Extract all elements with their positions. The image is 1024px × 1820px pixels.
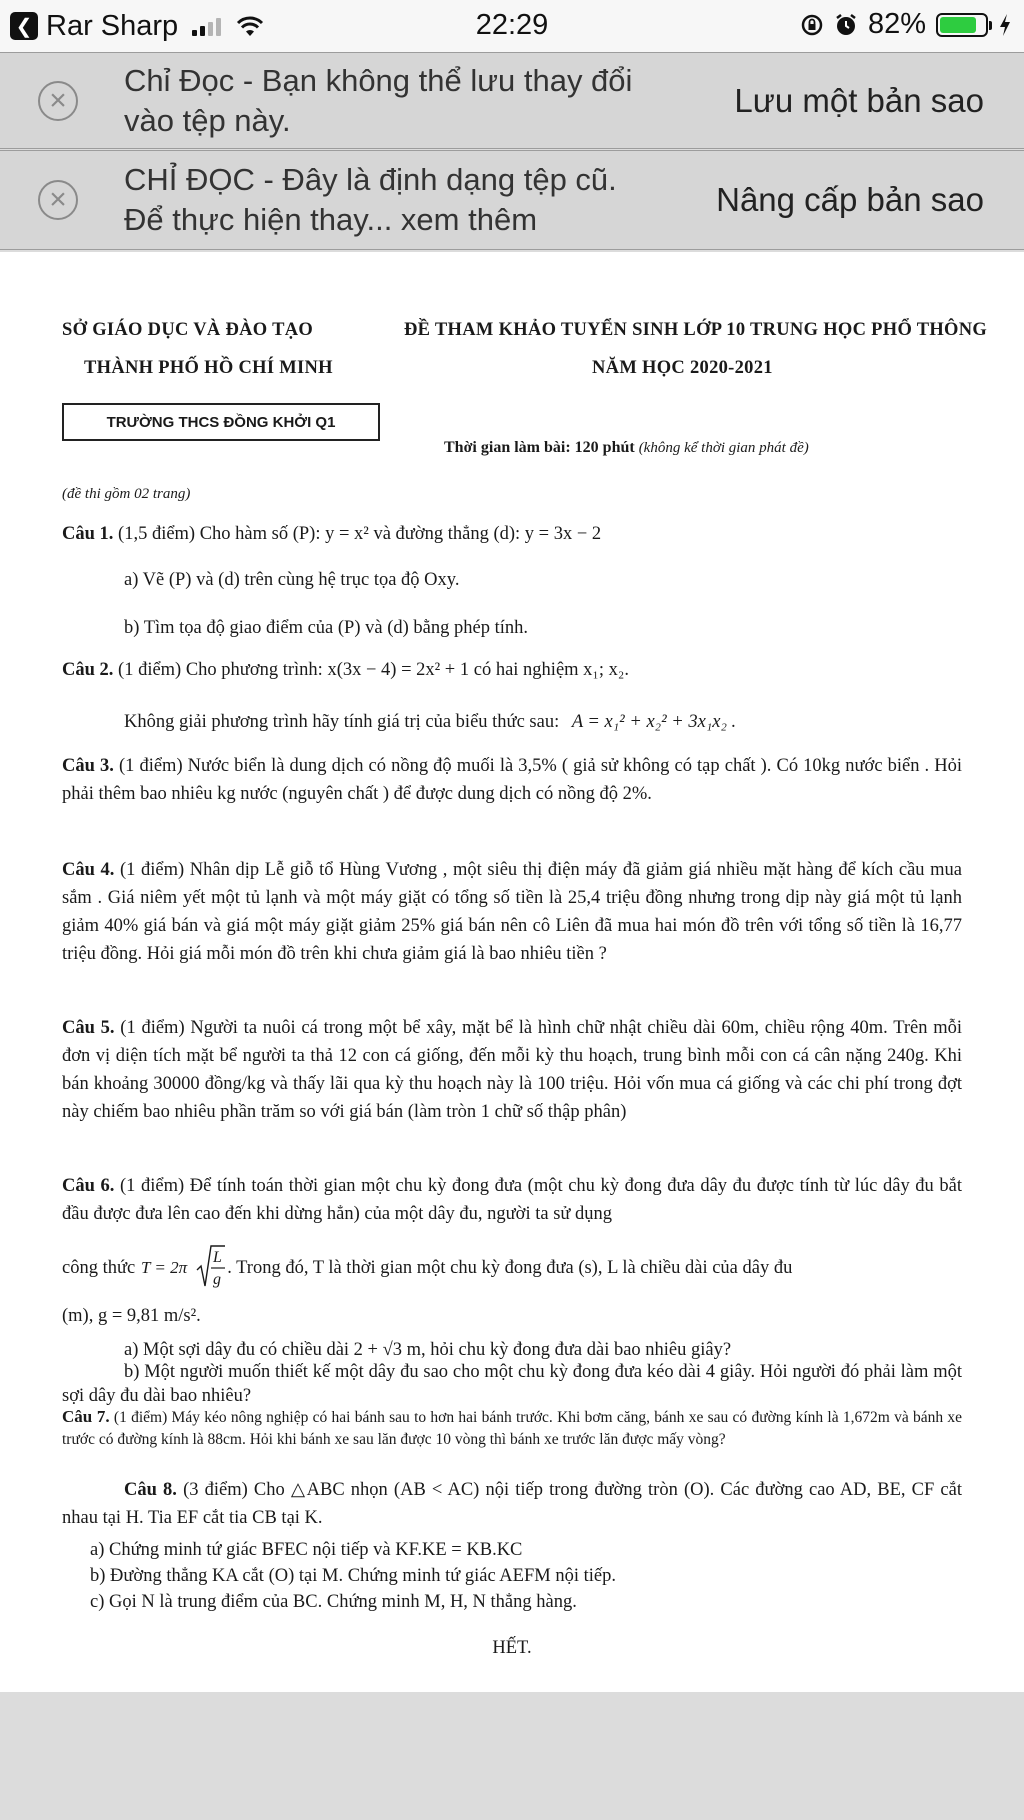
time-allowed <box>444 436 809 460</box>
header-city: THÀNH PHỐ HỒ CHÍ MINH <box>84 358 333 378</box>
clock: 22:29 <box>475 9 549 41</box>
q2-subtask <box>124 710 964 734</box>
question-1 <box>62 522 962 546</box>
school-name-box: TRƯỜNG THCS ĐỒNG KHỞI Q1 <box>62 403 380 441</box>
banner-message: Chỉ Đọc - Bạn không thể lưu thay đổi vào tệp này. <box>124 62 633 138</box>
carrier-label: Rar Sharp <box>46 9 179 42</box>
save-copy-button[interactable]: Lưu một bản sao <box>734 81 984 119</box>
battery-icon <box>936 13 988 37</box>
pendulum-formula <box>141 1242 225 1294</box>
charging-icon <box>998 13 1012 37</box>
wifi-icon <box>235 15 265 37</box>
header-department: SỞ GIÁO DỤC VÀ ĐÀO TẠO <box>62 320 314 340</box>
question-text: (1 điểm) Cho phương trình: x(3x − 4) = 2x² + 1 có hai nghiệm x₁; x₂. <box>118 660 629 680</box>
close-icon[interactable]: × <box>38 180 78 220</box>
rotation-lock-icon <box>800 13 824 37</box>
q6-gravity: (m), g = 9,81 m/s². <box>62 1306 201 1326</box>
back-to-app-icon[interactable]: ❮ <box>10 12 38 40</box>
status-left <box>10 10 265 43</box>
pages-note <box>62 482 190 506</box>
q1-part-a: a) Vẽ (P) và (d) trên cùng hệ trục tọa độ Oxy. <box>124 570 460 590</box>
q8-part-c: c) Gọi N là trung điểm của BC. Chứng minh M, H, N thẳng hàng. <box>90 1592 577 1612</box>
question-text: (3 điểm) Cho △ABC nhọn (AB < AC) nội tiếp trong đường tròn (O). Các đường cao AD, BE, CF cắt nhau tại H. Tia EF cắt tia CB tại K. <box>62 1480 962 1528</box>
banner-message: CHỈ ĐỌC - Đây là định dạng tệp cũ. Để thực hiện thay... xem thêm <box>124 162 617 237</box>
legacy-format-banner <box>0 150 1024 250</box>
read-only-banner <box>0 52 1024 149</box>
status-right <box>800 8 1012 41</box>
alarm-icon <box>834 13 858 37</box>
q6-formula-pre: công thức <box>62 1258 136 1278</box>
header-exam-title: ĐỀ THAM KHẢO TUYỂN SINH LỚP 10 TRUNG HỌC PHỔ THÔNG <box>404 320 988 340</box>
signal-icon <box>192 16 221 36</box>
question-title: Câu 8. <box>124 1480 177 1500</box>
q6-formula-line <box>62 1242 962 1294</box>
q1-part-b: b) Tìm tọa độ giao điểm của (P) và (d) bằng phép tính. <box>124 618 528 638</box>
q8-part-b: b) Đường thẳng KA cắt (O) tại M. Chứng minh tứ giác AEFM nội tiếp. <box>90 1566 616 1586</box>
close-icon[interactable]: × <box>38 81 78 121</box>
question-title: Câu 1. <box>62 524 114 544</box>
end-mark: HẾT. <box>492 1638 532 1658</box>
header-school-year: NĂM HỌC 2020-2021 <box>592 358 773 378</box>
question-title: Câu 7. <box>62 1407 110 1426</box>
q8-part-a: a) Chứng minh tứ giác BFEC nội tiếp và KF.KE = KB.KC <box>90 1540 523 1560</box>
q6-part-a: a) Một sợi dây đu có chiều dài 2 + √3 m, hỏi chu kỳ đong đưa dài bao nhiêu giây? <box>124 1340 732 1360</box>
question-title: Câu 6. <box>62 1176 115 1196</box>
question-title: Câu 2. <box>62 660 114 680</box>
question-text: (1 điểm) Nhân dịp Lễ giỗ tổ Hùng Vương , một siêu thị điện máy đã giảm giá nhiều mặt hàng để kích cầu mua sắm . Giá niêm yết một tủ lạnh và một máy giặt có tổng số tiền là 25,4 triệu đồng nhưng trong dịp này giá một tủ lạnh giảm 40% giá bán và giá một máy giặt giảm 25% giá bán nên cô Liên đã mua hai món đồ trên với tổng số tiền là 16,77 triệu đồng. Hỏi giá mỗi món đồ trên khi chưa giảm giá là bao nhiêu tiền ? <box>62 860 963 964</box>
question-text: (1 điểm) Máy kéo nông nghiệp có hai bánh sau to hơn hai bánh trước. Khi bơm căng, bánh xe sau có đường kính là 1,672m và bánh xe trước có đường kính là 88cm. Hỏi khi bánh xe sau lăn được 10 vòng thì bánh xe trước lăn được mấy vòng? <box>62 1409 963 1448</box>
question-6 <box>62 1172 962 1228</box>
question-title: Câu 5. <box>62 1018 115 1038</box>
document-page[interactable] <box>0 252 1024 1692</box>
time-note: (không kể thời gian phát đề) <box>638 440 809 456</box>
question-4 <box>62 856 962 968</box>
question-text: (1 điểm) Để tính toán thời gian một chu kỳ đong đưa (một chu kỳ đong đưa dây đu được tính từ lúc dây đu bắt đầu được đưa lên cao đến khi dừng hẳn) của một dây đu, người ta sử dụng <box>62 1176 963 1224</box>
q2-sub-text: Không giải phương trình hãy tính giá trị của biểu thức sau: <box>124 712 560 732</box>
q6-part-b: b) Một người muốn thiết kế một dây đu sao cho một chu kỳ đong đưa kéo dài 4 giây. Hỏi người đó phải làm một sợi dây đu dài bao nhiêu? <box>62 1362 962 1406</box>
question-5 <box>62 1014 962 1126</box>
svg-text:T = 2π: T = 2π <box>141 1258 188 1277</box>
question-7 <box>62 1406 962 1451</box>
svg-text:g: g <box>213 1271 222 1288</box>
question-text: (1 điểm) Người ta nuôi cá trong một bể xây, mặt bể là hình chữ nhật chiều dài 60m, chiều rộng 40m. Trên mỗi đơn vị diện tích mặt bể người ta thả 12 con cá giống, đến mỗi kỳ thu hoạch, trung bình mỗi con cá cân nặng 240g. Khi bán khoảng 30000 đồng/kg và thấy lãi qua kỳ thu hoạch này là 100 triệu. Hỏi vốn mua cá giống và các chi phí trong đợt này chiếm bao nhiêu phần trăm so với giá bán (làm tròn 1 chữ số thập phân) <box>62 1018 962 1122</box>
upgrade-copy-button[interactable]: Nâng cấp bản sao <box>716 181 984 218</box>
question-title: Câu 3. <box>62 756 114 776</box>
question-3 <box>62 752 962 808</box>
battery-percent: 82% <box>867 8 926 40</box>
q2-expression: A = x₁² + x₂² + 3x₁x₂ . <box>571 712 737 732</box>
time-label: Thời gian làm bài: 120 phút <box>444 439 635 456</box>
status-bar <box>0 0 1024 52</box>
question-8 <box>62 1476 962 1532</box>
question-text: (1 điểm) Nước biển là dung dịch có nồng độ muối là 3,5% ( giả sử không có tạp chất ). Có 10kg nước biển . Hỏi phải thêm bao nhiêu kg nước (nguyên chất ) để được dung dịch có nồng độ 2%. <box>62 756 963 804</box>
pages-note-text: (đề thi gồm 02 trang) <box>62 486 191 502</box>
question-text: (1,5 điểm) Cho hàm số (P): y = x² và đường thẳng (d): y = 3x − 2 <box>118 524 602 544</box>
question-title: Câu 4. <box>62 860 115 880</box>
svg-text:L: L <box>213 1249 223 1266</box>
q6-formula-post: . Trong đó, T là thời gian một chu kỳ đong đưa (s), L là chiều dài của dây đu <box>227 1258 793 1278</box>
question-2 <box>62 658 962 682</box>
